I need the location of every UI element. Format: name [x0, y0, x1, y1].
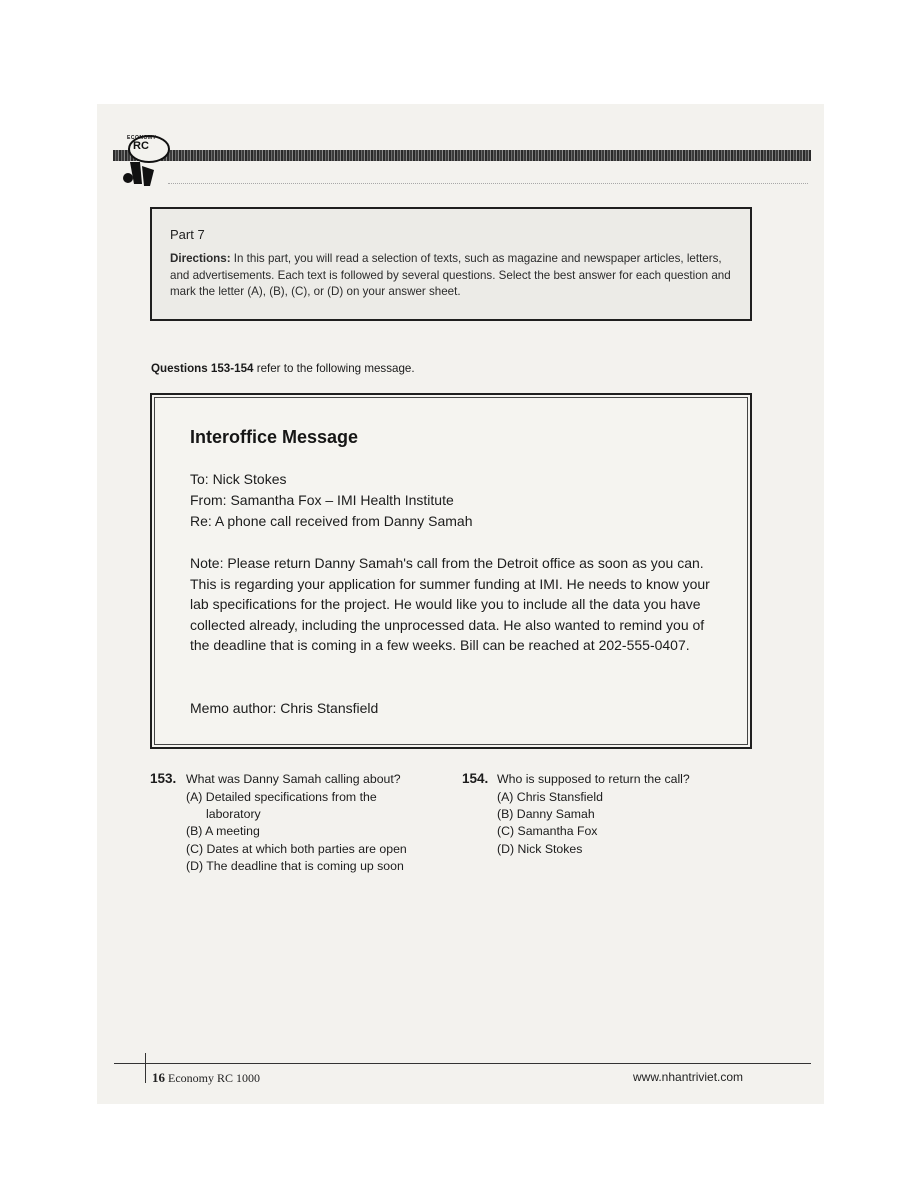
footer-website: www.nhantriviet.com [633, 1070, 744, 1084]
header-dotted-rule [168, 183, 808, 185]
question-number: 153. [150, 771, 177, 786]
memo-box [150, 393, 752, 749]
memo-from: From: Samantha Fox – IMI Health Institute [190, 492, 454, 508]
question-prompt: Who is supposed to return the call? [497, 772, 690, 786]
memo-title: Interoffice Message [190, 427, 359, 447]
part-title: Part 7 [170, 227, 205, 242]
directions-body: In this part, you will read a selection of texts, such as magazine and newspaper articles, letters, and advertisements. Each text is followed by several questions. Select the best answer for each question and mark the letter (A), (B), (C), or (D) on your answer sheet. [170, 252, 731, 298]
logo-small-text: ECONOMY [127, 135, 157, 141]
memo-to: To: Nick Stokes [190, 471, 287, 487]
option-a: (A) Chris Stansfield [497, 790, 603, 804]
footer-book [152, 1070, 260, 1086]
question-number: 154. [462, 771, 489, 786]
economy-rc-logo [116, 132, 178, 190]
directions-text [170, 251, 736, 301]
option-d: (D) The deadline that is coming up soon [186, 859, 404, 873]
book-title: Economy RC 1000 [168, 1071, 260, 1085]
option-c: (C) Dates at which both parties are open [186, 842, 407, 856]
footer-tick [145, 1053, 146, 1083]
option-a-continued: laboratory [206, 807, 261, 821]
option-b: (B) A meeting [186, 824, 260, 838]
questions-intro-text: refer to the following message. [256, 362, 415, 375]
directions-label: Directions: [170, 252, 231, 265]
option-a: (A) Detailed specifications from the [186, 790, 377, 804]
questions-intro [151, 362, 415, 375]
option-c: (C) Samantha Fox [497, 824, 598, 838]
memo-author: Memo author: Chris Stansfield [190, 700, 379, 716]
page-number: 16 [152, 1070, 165, 1085]
option-b: (B) Danny Samah [497, 807, 595, 821]
memo-re: Re: A phone call received from Danny Samah [190, 513, 473, 529]
memo-note: Note: Please return Danny Samah's call from the Detroit office as soon as you can. This is regarding your application for summer funding at IMI. He needs to know your lab specifications for the project. He would like you to include all the data you have collected already, including the unprocessed data. He also wanted to remind you of the deadline that is coming in a few weeks. Bill can be reached at 202-555-0407. [190, 555, 710, 653]
questions-range: Questions 153-154 [151, 362, 254, 375]
directions-box [150, 207, 752, 321]
footer-rule [114, 1063, 811, 1064]
logo-main-text: RC [133, 140, 149, 152]
question-153 [150, 770, 450, 880]
option-d: (D) Nick Stokes [497, 842, 583, 856]
question-prompt: What was Danny Samah calling about? [186, 772, 401, 786]
question-154 [462, 770, 752, 860]
header-banner [113, 150, 811, 161]
